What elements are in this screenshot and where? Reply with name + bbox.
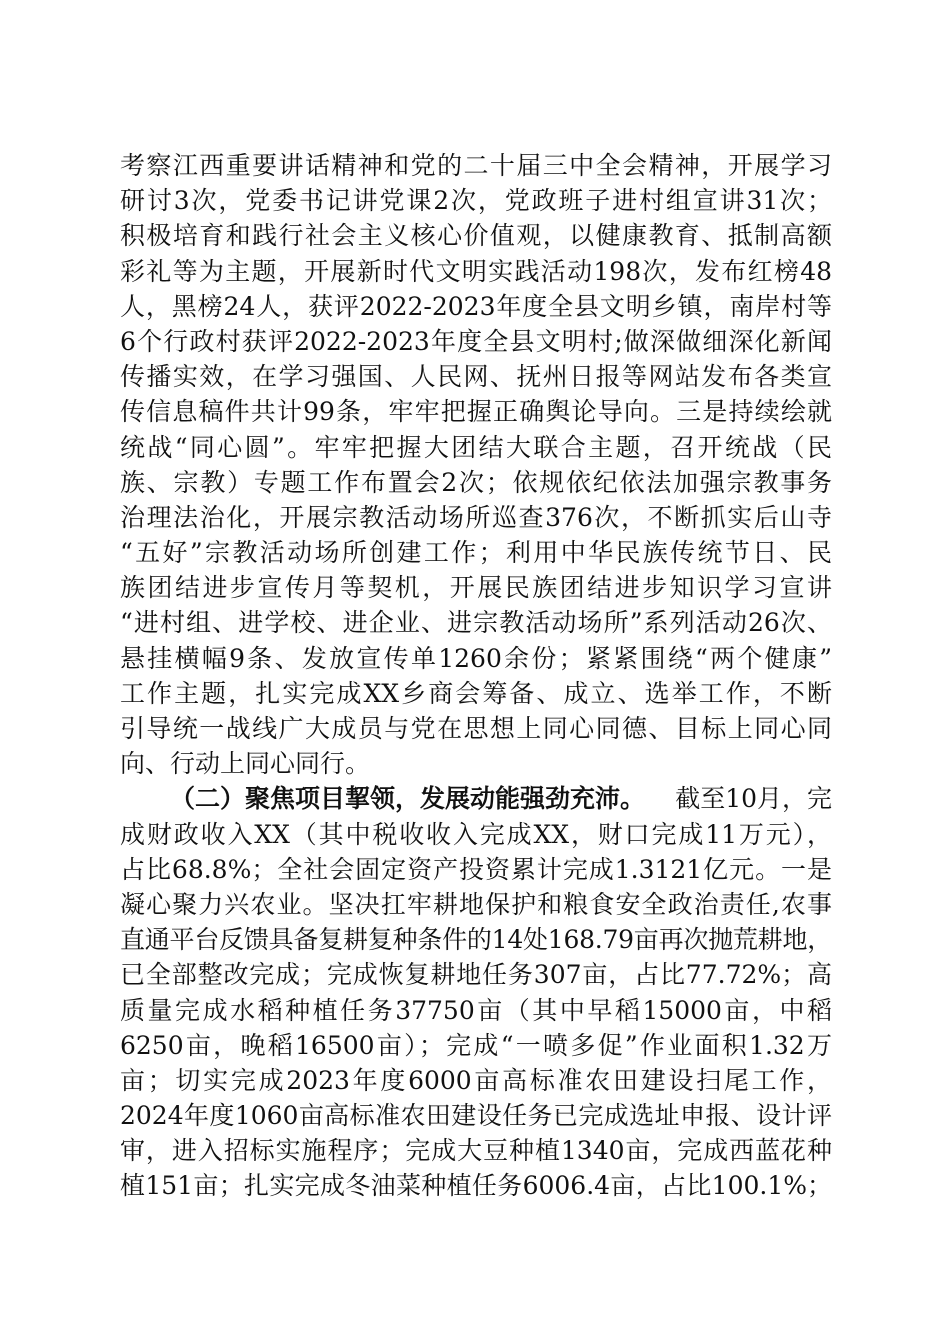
section-2-line-5: 已全部整改完成；完成恢复耕地任务307亩，占比77.72%；高 [120, 960, 832, 990]
text-line-13: 族团结进步宣传月等契机，开展民族团结进步知识学习宣讲 [120, 573, 832, 603]
text-line-10: 族、宗教）专题工作布置会2次；依规依纪依法加强宗教事务 [120, 467, 832, 497]
section-2-line-6: 质量完成水稻种植任务37750亩（其中早稻15000亩，中稻 [120, 995, 832, 1025]
text-line-11: 治理法治化，开展宗教活动场所巡查376次，不断抓实后山寺 [120, 502, 832, 532]
text-line-3: 积极培育和践行社会主义核心价值观，以健康教育、抵制高额 [120, 221, 832, 251]
section-2-line-8: 亩；切实完成2023年度6000亩高标准农田建设扫尾工作， [120, 1065, 832, 1095]
text-line-9: 统战“同心圆”。牢牢把握大团结大联合主题，召开统战（民 [120, 432, 832, 462]
section-2-line-9: 2024年度1060亩高标准农田建设任务已完成选址申报、设计评 [120, 1101, 832, 1131]
text-line-14: “进村组、进学校、进企业、进宗教活动场所”系列活动26次、 [120, 608, 832, 638]
section-2-line-4: 直通平台反馈具备复耕复种条件的14处168.79亩再次抛荒耕地， [120, 925, 832, 955]
section-2-first-line [120, 781, 832, 816]
section-2-line-3: 凝心聚力兴农业。坚决扛牢耕地保护和粮食安全政治责任,农事 [120, 889, 832, 919]
text-line-17: 引导统一战线广大成员与党在思想上同心同德、目标上同心同 [120, 714, 832, 743]
section-2-heading: （二）聚焦项目挈领，发展动能强劲充沛。 [170, 784, 646, 814]
text-line-18: 向、行动上同心同行。 [120, 749, 371, 779]
section-2-line-11: 植151亩；扎实完成冬油菜种植任务6006.4亩，占比100.1%； [120, 1171, 832, 1201]
text-line-16: 工作主题，扎实完成XX乡商会筹备、成立、选举工作，不断 [120, 678, 832, 708]
text-line-15: 悬挂横幅9条、发放宣传单1260余份；紧紧围绕“两个健康” [120, 643, 832, 673]
section-2-line-7: 6250亩，晚稻16500亩）；完成“一喷多促”作业面积1.32万 [120, 1030, 832, 1060]
text-line-8: 传信息稿件共计99条，牢牢把握正确舆论导向。三是持续绘就 [120, 397, 832, 427]
text-line-6: 6个行政村获评2022-2023年度全县文明村;做深做细深化新闻 [120, 326, 832, 356]
body-text [120, 148, 832, 1204]
text-line-12: “五好”宗教活动场所创建工作；利用中华民族传统节日、民 [120, 538, 832, 568]
text-line-4: 彩礼等为主题，开展新时代文明实践活动198次，发布红榜48 [120, 256, 832, 286]
section-2-line-1: 成财政收入XX（其中税收收入完成XX，财口完成11万元）， [120, 819, 832, 849]
section-2-line-2: 占比68.8%；全社会固定资产投资累计完成1.3121亿元。一是 [120, 854, 832, 884]
text-line-5: 人，黑榜24人，获评2022-2023年度全县文明乡镇，南岸村等 [120, 291, 832, 321]
text-line-1: 考察江西重要讲话精神和党的二十届三中全会精神，开展学习 [120, 151, 832, 180]
text-line-2: 研讨3次，党委书记讲党课2次，党政班子进村组宣讲31次； [120, 186, 832, 216]
section-2-line-10: 审，进入招标实施程序；完成大豆种植1340亩，完成西蓝花种 [120, 1136, 832, 1166]
text-line-7: 传播实效，在学习强国、人民网、抚州日报等网站发布各类宣 [120, 362, 832, 392]
section-2-first-line-rest: 截至10月，完 [675, 784, 832, 814]
